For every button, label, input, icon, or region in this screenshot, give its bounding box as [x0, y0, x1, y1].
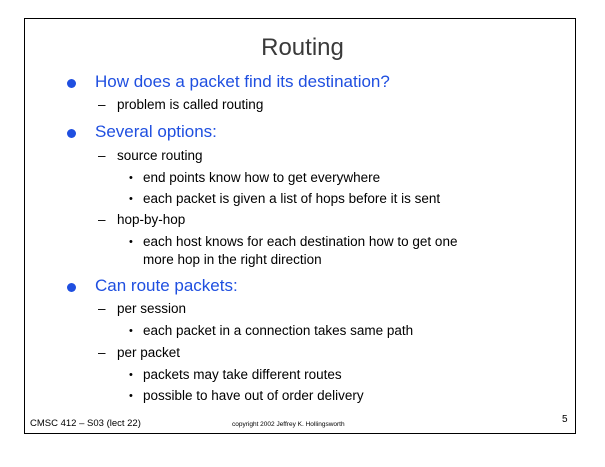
dash-marker: –	[98, 301, 106, 316]
subpoint-host-knows: each host knows for each destination how to get one	[143, 234, 458, 249]
dash-marker: –	[98, 97, 106, 112]
sub-bullet-marker: •	[129, 390, 133, 402]
sub-bullet-marker: •	[129, 236, 133, 248]
dash-marker: –	[98, 345, 106, 360]
dash-marker: –	[98, 148, 106, 163]
dash-marker: –	[98, 212, 106, 227]
bullet-dot	[67, 129, 76, 138]
footer-copyright: copyright 2002 Jeffrey K. Hollingsworth	[232, 421, 345, 428]
point-hop-by-hop: hop-by-hop	[117, 212, 186, 227]
footer-course: CMSC 412 – S03 (lect 22)	[30, 418, 141, 429]
sub-bullet-marker: •	[129, 172, 133, 184]
heading-several-options: Several options:	[95, 122, 217, 141]
subpoint-host-knows-continued: more hop in the right direction	[143, 252, 322, 267]
sub-bullet-marker: •	[129, 193, 133, 205]
point-problem-called-routing: problem is called routing	[117, 97, 264, 112]
subpoint-end-points: end points know how to get everywhere	[143, 170, 381, 185]
bullet-dot	[67, 283, 76, 292]
point-source-routing: source routing	[117, 148, 203, 163]
bullet-dot	[67, 79, 76, 88]
heading-can-route-packets: Can route packets:	[95, 276, 238, 295]
sub-bullet-marker: •	[129, 369, 133, 381]
slide-title: Routing	[261, 34, 344, 61]
point-per-packet: per packet	[117, 345, 181, 360]
heading-packet-destination: How does a packet find its destination?	[95, 72, 390, 91]
subpoint-different-routes: packets may take different routes	[143, 367, 342, 382]
point-per-session: per session	[117, 301, 187, 316]
sub-bullet-marker: •	[129, 325, 133, 337]
subpoint-list-of-hops: each packet is given a list of hops before it is sent	[143, 191, 441, 206]
page-number: 5	[562, 414, 568, 425]
subpoint-same-path: each packet in a connection takes same path	[143, 323, 414, 338]
subpoint-out-of-order: possible to have out of order delivery	[143, 388, 364, 403]
